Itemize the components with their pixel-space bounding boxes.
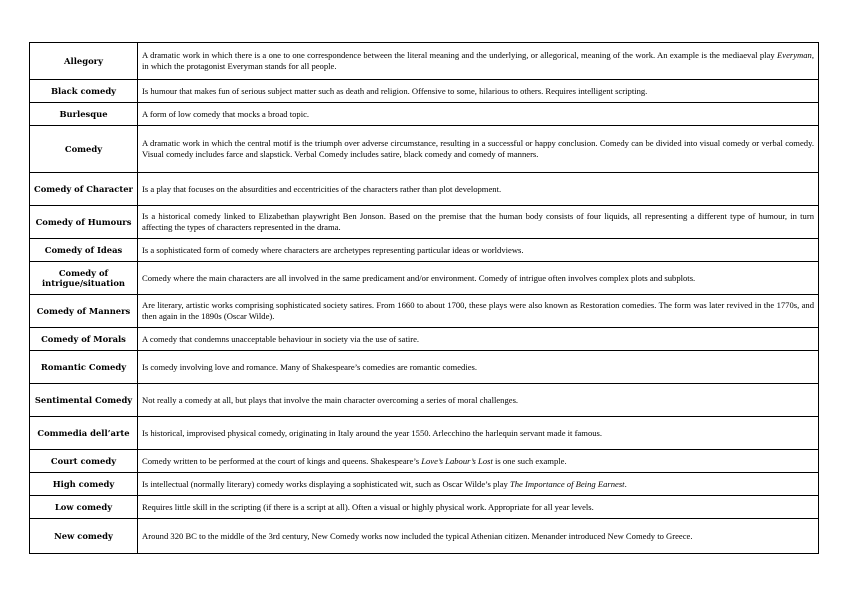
table-row [30, 417, 819, 450]
comedy-glossary-table [29, 42, 819, 554]
term-cell: Comedy of Humours [30, 206, 138, 239]
table-row [30, 206, 819, 239]
table-row [30, 262, 819, 295]
table-row [30, 328, 819, 351]
term-cell: Allegory [30, 43, 138, 80]
definition-cell: Comedy where the main characters are all involved in the same predicament and/or environment. Comedy of intrigue often involves complex plots and subplots. [138, 262, 819, 295]
table-row [30, 519, 819, 554]
table-row [30, 126, 819, 173]
table-row [30, 43, 819, 80]
table-row [30, 351, 819, 384]
definition-cell: Is a play that focuses on the absurdities and eccentricities of the characters rather than plot development. [138, 173, 819, 206]
table-row [30, 384, 819, 417]
table-row [30, 473, 819, 496]
definition-cell: Requires little skill in the scripting (if there is a script at all). Often a visual or highly physical work. Appropriate for all year levels. [138, 496, 819, 519]
definition-cell: Comedy written to be performed at the court of kings and queens. Shakespeare’s Love’s Labour’s Lost is one such example. [138, 450, 819, 473]
term-cell: Commedia dell’arte [30, 417, 138, 450]
term-cell: Black comedy [30, 80, 138, 103]
table-row [30, 450, 819, 473]
term-cell: Romantic Comedy [30, 351, 138, 384]
table-row [30, 496, 819, 519]
term-cell: Comedy [30, 126, 138, 173]
definition-cell: A dramatic work in which the central motif is the triumph over adverse circumstance, resulting in a successful or happy conclusion. Comedy can be divided into visual comedy or verbal comedy. Visual comedy includes farce and slapstick. Verbal Comedy includes satire, black comedy and comedy of manners. [138, 126, 819, 173]
term-cell: Comedy of Morals [30, 328, 138, 351]
definition-cell: Is a sophisticated form of comedy where characters are archetypes representing particular ideas or worldviews. [138, 239, 819, 262]
definition-cell: A comedy that condemns unacceptable behaviour in society via the use of satire. [138, 328, 819, 351]
term-cell: Comedy of Ideas [30, 239, 138, 262]
definition-cell: Around 320 BC to the middle of the 3rd century, New Comedy works now included the typical Athenian citizen. Menander introduced New Comedy to Greece. [138, 519, 819, 554]
term-cell: Comedy of Character [30, 173, 138, 206]
definition-cell: Is comedy involving love and romance. Many of Shakespeare’s comedies are romantic comedies. [138, 351, 819, 384]
term-cell: Burlesque [30, 103, 138, 126]
term-cell: High comedy [30, 473, 138, 496]
definition-cell: Are literary, artistic works comprising sophisticated society satires. From 1660 to about 1700, these plays were also known as Restoration comedies. The form was later revived in the 1770s, and then again in the 1890s (Oscar Wilde). [138, 295, 819, 328]
definition-cell: A dramatic work in which there is a one to one correspondence between the literal meaning and the underlying, or allegorical, meaning of the work. An example is the mediaeval play Everyman, in which the protagonist Everyman stands for all people. [138, 43, 819, 80]
table-row [30, 295, 819, 328]
definition-cell: Is intellectual (normally literary) comedy works displaying a sophisticated wit, such as Oscar Wilde’s play The Importance of Being Earnest. [138, 473, 819, 496]
term-cell: Sentimental Comedy [30, 384, 138, 417]
term-cell: New comedy [30, 519, 138, 554]
table-row [30, 103, 819, 126]
glossary-page [29, 42, 819, 554]
term-cell: Comedy of Manners [30, 295, 138, 328]
table-row [30, 173, 819, 206]
table-row [30, 239, 819, 262]
definition-cell: Is humour that makes fun of serious subject matter such as death and religion. Offensive to some, hilarious to others. Requires intelligent scripting. [138, 80, 819, 103]
definition-cell: Is historical, improvised physical comedy, originating in Italy around the year 1550. Arlecchino the harlequin servant made it famous. [138, 417, 819, 450]
term-cell: Low comedy [30, 496, 138, 519]
definition-cell: Not really a comedy at all, but plays that involve the main character overcoming a series of moral challenges. [138, 384, 819, 417]
term-cell: Court comedy [30, 450, 138, 473]
definition-cell: Is a historical comedy linked to Elizabethan playwright Ben Jonson. Based on the premise that the human body consists of four liquids, all representing a different type of humour, in turn affecting the types of characters represented in the drama. [138, 206, 819, 239]
table-row [30, 80, 819, 103]
definition-cell: A form of low comedy that mocks a broad topic. [138, 103, 819, 126]
term-cell: Comedy of intrigue/situation [30, 262, 138, 295]
